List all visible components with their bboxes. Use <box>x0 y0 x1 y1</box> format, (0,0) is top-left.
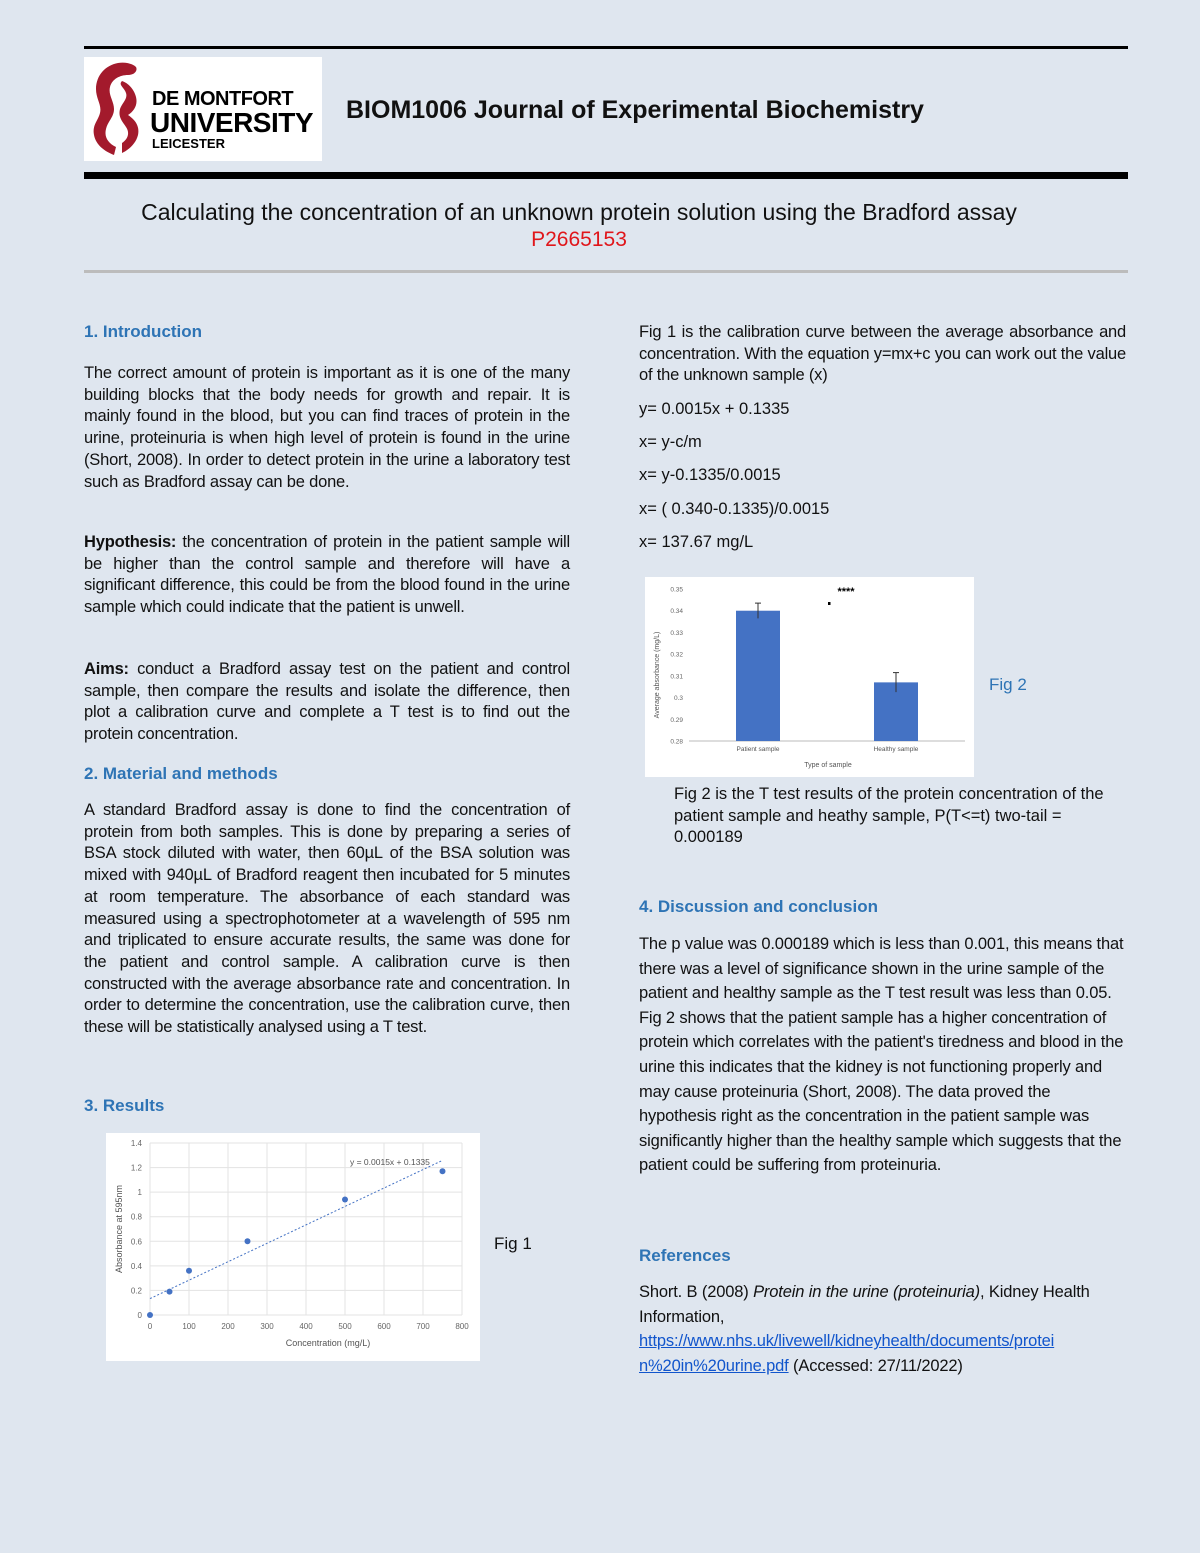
university-logo <box>84 57 322 161</box>
intro-heading: 1. Introduction <box>84 322 203 341</box>
paper-title: Calculating the concentration of an unknown protein solution using the Bradford assay <box>141 199 1017 225</box>
fig1-xtick-label: 400 <box>299 1322 313 1331</box>
fig1-data-point <box>167 1289 173 1295</box>
logo-line1: DE MONTFORT <box>152 88 294 110</box>
equation-4: x= ( 0.340-0.1335)/0.0015 <box>639 500 830 518</box>
hypothesis-label: Hypothesis: <box>84 533 177 551</box>
fig1-ytick-label: 1 <box>137 1188 142 1198</box>
fig2-ytick-label: 0.32 <box>670 651 683 659</box>
fig2-ytick-label: 0.28 <box>670 738 683 746</box>
fig2-chart <box>645 577 974 777</box>
fig2-category-label: Healthy sample <box>873 746 919 753</box>
fig2-ytick-label: 0.34 <box>670 608 683 616</box>
fig1-chart <box>106 1133 480 1361</box>
fig1-data-point <box>245 1238 251 1244</box>
reference-publisher: , Kidney Health Information, <box>639 1283 1090 1326</box>
fig2-ylabel: Average absorbance (mg/L) <box>654 631 661 719</box>
ttest-bar-chart-svg <box>645 577 974 777</box>
reference-url-line2: n%20in%20urine.pdf <box>639 1356 789 1375</box>
logo-line2: UNIVERSITY <box>150 107 314 138</box>
fig1-trend-equation: y = 0.0015x + 0.1335 <box>350 1157 430 1167</box>
title-divider <box>84 270 1128 273</box>
fig1-ytick-label: 0.4 <box>130 1261 142 1271</box>
fig1-description: Fig 1 is the calibration curve between the average absorbance and concentration. With the equation y=mx+c you can work out the value of the unknown sample (x) <box>639 323 1126 385</box>
equation-5: x= 137.67 mg/L <box>639 533 754 551</box>
equation-2: x= y-c/m <box>639 433 702 451</box>
aims-paragraph <box>84 659 570 746</box>
methods-heading: 2. Material and methods <box>84 764 278 783</box>
fig1-trendline <box>150 1160 443 1298</box>
references-heading: References <box>639 1246 731 1265</box>
fig1-ylabel: Absorbance at 595nm <box>114 1184 124 1274</box>
fig1-data-point <box>440 1168 446 1174</box>
equation-1: y= 0.0015x + 0.1335 <box>639 400 790 418</box>
equation-3: x= y-0.1335/0.0015 <box>639 466 781 484</box>
fig2-ytick-label: 0.29 <box>670 716 683 724</box>
reference-title: Protein in the urine (proteinuria) <box>753 1283 981 1301</box>
fig1-xtick-label: 100 <box>182 1322 196 1331</box>
methods-body: A standard Bradford assay is done to find the concentration of protein from both samples. This is done by preparing a series of BSA stock diluted with water, then 60µL of the BSA solution was mixed with 940µL of Bradford reagent then incubated for 5 minutes at room temperature. The absorbance of each standard was measured using a spectrophotometer at a wavelength of 595 nm and triplicated to ensure accurate results, the same was done for the patient and control sample. A calibration curve is then constructed with the average absorbance rate and concentration. In order to determine the concentration, use the calibration curve, then these will be statistically analysed using a T test. <box>84 801 570 1037</box>
reference-accessed: (Accessed: 27/11/2022) <box>788 1356 963 1375</box>
fig1-data-point <box>147 1312 153 1318</box>
fig1-xtick-label: 800 <box>455 1322 469 1331</box>
fig1-ytick-label: 1.4 <box>130 1139 142 1148</box>
fig1-ytick-label: 0.2 <box>130 1286 142 1296</box>
hypothesis-paragraph <box>84 532 570 619</box>
fig1-ytick-label: 1.2 <box>130 1163 142 1173</box>
fig1-xtick-label: 300 <box>260 1322 274 1331</box>
fig1-xtick-label: 500 <box>338 1322 352 1331</box>
results-heading: 3. Results <box>84 1096 165 1115</box>
fig2-category-label: Patient sample <box>736 746 780 753</box>
fig1-ytick-label: 0.6 <box>130 1237 142 1247</box>
header-top-rule <box>84 46 1128 49</box>
reference-url-line1: https://www.nhs.uk/livewell/kidneyhealth/documents/protei <box>639 1332 1055 1351</box>
hypothesis-text: the concentration of protein in the patient sample will be higher than the control sample and therefore will have a significant difference, this could be from the blood found in the urine sample which could indicate that the patient is unwell. <box>84 533 570 617</box>
fig2-ytick-label: 0.33 <box>670 629 683 637</box>
fig1-xtick-label: 200 <box>221 1322 235 1331</box>
student-id: P2665153 <box>531 228 627 251</box>
calibration-curve-svg <box>106 1133 480 1361</box>
discussion-heading: 4. Discussion and conclusion <box>639 897 878 916</box>
fig1-xtick-label: 600 <box>377 1322 391 1331</box>
fig2-xlabel: Type of sample <box>804 762 852 769</box>
fig1-xlabel: Concentration (mg/L) <box>285 1338 371 1348</box>
header-bottom-rule <box>84 172 1128 179</box>
reference-author: Short. B (2008) <box>639 1283 754 1301</box>
fig1-data-point <box>186 1268 192 1274</box>
fig2-label: Fig 2 <box>989 675 1027 694</box>
fig2-caption: Fig 2 is the T test results of the protein concentration of the patient sample and heathy sample, P(T<=t) two-tail = 0.000189 <box>674 785 1104 847</box>
aims-label: Aims: <box>84 660 129 678</box>
fig1-xtick-label: 700 <box>416 1322 430 1331</box>
fig1-ytick-label: 0 <box>137 1311 142 1320</box>
discussion-body: The p value was 0.000189 which is less than 0.001, this means that there was a level of significance shown in the urine sample of the patient and healthy sample as the T test result was less than 0.05. Fig 2 shows that the patient sample has a higher concentration of protein which correlates with the patient's tiredness and blood in the urine this indicates that the kidney is not functioning properly and may cause proteinuria (Short, 2008). The data proved the hypothesis right as the concentration in the patient sample was significantly higher than the healthy sample which suggests that the patient could be suffering from proteinuria. <box>639 935 1124 1175</box>
fig2-ytick-label: 0.3 <box>673 695 683 703</box>
fig1-label: Fig 1 <box>494 1234 532 1253</box>
fig2-significance-marker <box>828 602 831 605</box>
lion-crest-icon <box>88 59 148 159</box>
fig2-ytick-label: 0.31 <box>670 673 683 681</box>
fig1-xtick-label: 0 <box>147 1322 153 1331</box>
fig2-significance-stars: **** <box>837 586 855 598</box>
fig1-ytick-label: 0.8 <box>130 1212 142 1222</box>
logo-line3: LEICESTER <box>152 136 225 151</box>
fig2-bar <box>736 611 780 741</box>
journal-title: BIOM1006 Journal of Experimental Biochemistry <box>346 96 924 124</box>
fig1-data-point <box>342 1197 348 1203</box>
reference-entry <box>639 1280 1126 1378</box>
intro-body: The correct amount of protein is important as it is one of the many building blocks that the body needs for growth and repair. It is mainly found in the blood, but you can find traces of protein in the urine, proteinuria is when high level of protein is found in the urine (Short, 2008). In order to detect protein in the urine a laboratory test such as Bradford assay can be done. <box>84 364 570 491</box>
aims-text: conduct a Bradford assay test on the patient and control sample, then compare the results and isolate the difference, then plot a calibration curve and complete a T test is to find out the protein concentration. <box>84 660 570 744</box>
fig2-ytick-label: 0.35 <box>670 586 683 594</box>
